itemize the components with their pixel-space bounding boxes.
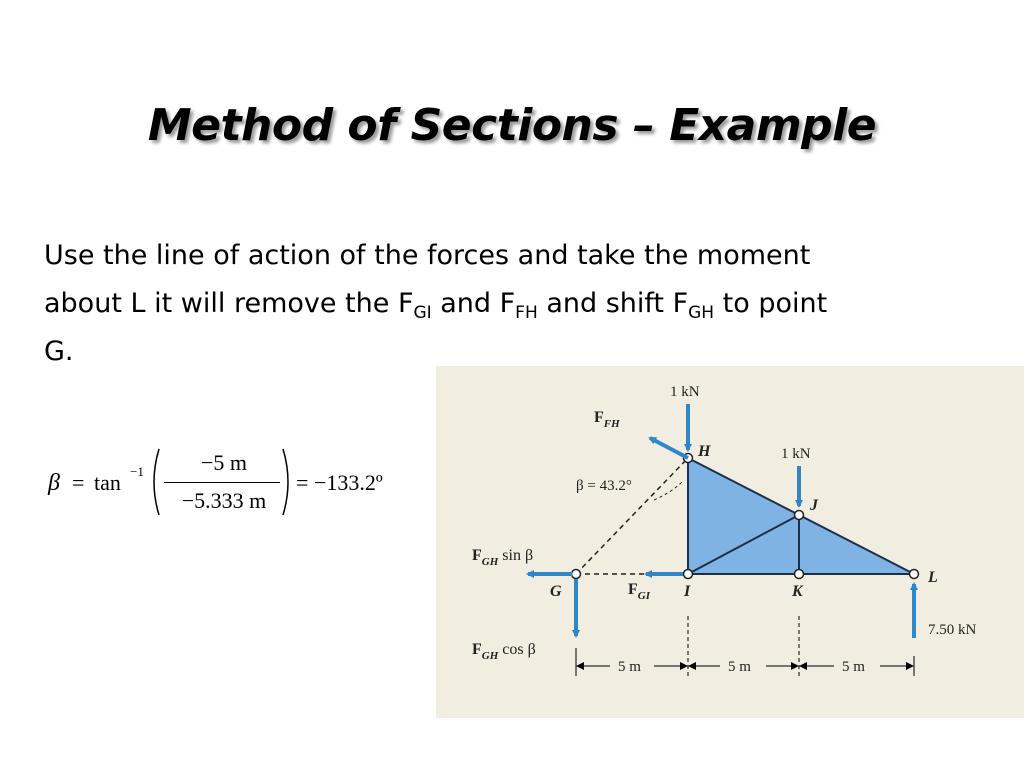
fgh-sin-label-sub: GH <box>481 556 499 568</box>
node-label-g: G <box>550 583 562 600</box>
eq-result: −133.2º <box>314 470 383 495</box>
joint-l <box>910 570 919 579</box>
node-label-h: H <box>698 443 711 460</box>
eq-equals-1: = <box>72 470 85 495</box>
fgi-label-sub: GI <box>637 590 651 602</box>
fgh-cos-label-f: F <box>472 641 482 658</box>
beta-angle-label: β = 43.2° <box>576 478 632 494</box>
dimension-label-1: 5 m <box>618 659 641 675</box>
fgh-sin-label-rest: sin β <box>498 547 534 564</box>
joint-j <box>795 511 804 520</box>
ffh-label-f: F <box>594 409 604 426</box>
body-line-1: Use the line of action of the forces and take the moment <box>44 240 811 271</box>
eq-tan: tan <box>94 470 121 495</box>
body-line-2d: to point <box>714 288 828 319</box>
fgh-cos-label-sub: GH <box>481 650 499 662</box>
slide-title: Method of Sections – Example <box>147 100 877 151</box>
beta-equation <box>44 446 414 522</box>
eq-beta: β <box>48 470 60 496</box>
reaction-label: 7.50 kN <box>928 622 977 638</box>
fgh-cos-label-rest: cos β <box>498 641 536 658</box>
load-label-h: 1 kN <box>670 384 700 400</box>
node-label-j: J <box>810 497 818 514</box>
subscript-gh: GH <box>688 303 715 323</box>
joint-i <box>684 570 693 579</box>
slide-body-text <box>44 232 994 376</box>
load-label-j: 1 kN <box>781 446 811 462</box>
fgh-sin-label-f: F <box>472 547 482 564</box>
node-label-i: I <box>684 583 691 600</box>
subscript-gi: GI <box>413 303 432 323</box>
subscript-fh: FH <box>515 303 538 323</box>
eq-fraction-bar <box>164 482 280 483</box>
body-line-3: G. <box>44 336 74 367</box>
ffh-label-sub: FH <box>603 418 620 430</box>
truss-figure <box>436 366 1024 718</box>
eq-equals-2: = <box>296 470 309 495</box>
dimension-label-2: 5 m <box>728 659 751 675</box>
body-line-2c: and shift F <box>537 288 689 319</box>
node-label-k: K <box>792 583 803 600</box>
joint-g <box>572 570 581 579</box>
joint-k <box>795 570 804 579</box>
eq-numerator: −5 m <box>200 450 248 475</box>
eq-left-paren <box>148 446 162 518</box>
dimension-label-3: 5 m <box>842 659 865 675</box>
fgi-label-f: F <box>628 581 638 598</box>
eq-inverse-superscript: −1 <box>130 464 144 479</box>
body-line-2a: about L it will remove the F <box>44 288 414 319</box>
body-line-2b: and F <box>431 288 516 319</box>
eq-right-paren <box>280 446 294 518</box>
eq-denominator: −5.333 m <box>181 488 267 513</box>
node-label-l: L <box>928 569 938 586</box>
